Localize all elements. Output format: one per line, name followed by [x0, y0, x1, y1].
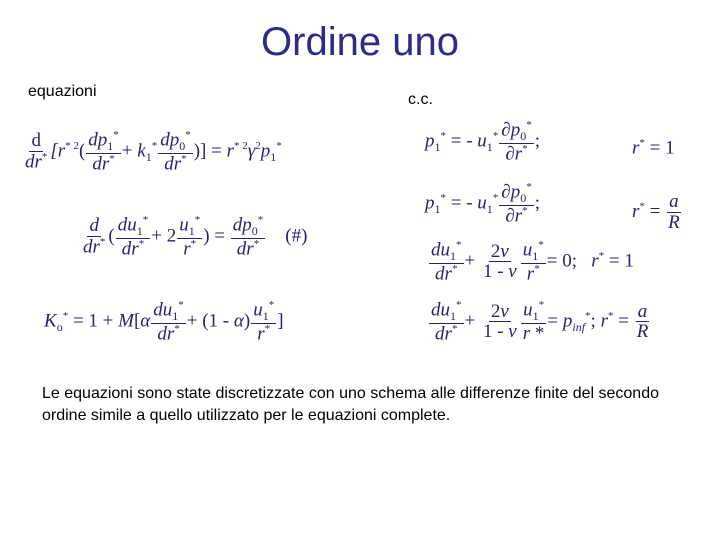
page-title: Ordine uno: [261, 20, 459, 64]
boundary-condition-1-domain: r* = 1: [632, 137, 675, 159]
boundary-condition-1: $p_1^*$ = - $u_1^*$ $\frac{\partial p_0^*}{\partial r^*}$ ;: [425, 119, 540, 165]
boundary-condition-2: $p_1^*$ = - $u_1^*$ $\frac{\partial p_0^*}{\partial r^*}$ ;: [425, 181, 540, 227]
equation-1: $\frac{d}{dr^*}$ [$r^{* 2}$( $\frac{dp_1^*}{dr^*}$ + $k_1^*$ $\frac{dp_0^*}{dr^*}$ )] = $r^{* 2}\gamma^2p_1^*$: [25, 129, 282, 175]
boundary-condition-3: $\frac{du_1^*}{dr^*}$ + $\frac{2\nu}{1 - \nu}$ $\frac{u_1^*}{r^*}$ = 0; r* = 1: [431, 239, 634, 285]
equation-2: $\frac{d}{dr^*}$ ( $\frac{du_1^*}{dr^*}$ + 2 $\frac{u_1^*}{r^*}$ ) = $\frac{dp_0^*}{dr^*}$ (#): [83, 214, 308, 260]
description-paragraph: Le equazioni sono state discretizzate con uno schema alle differenze finite del secondo ordine simile a quello utilizzato per le equazioni complete.: [42, 385, 659, 424]
boundary-conditions-label: c.c.: [408, 91, 433, 108]
equations-label: equazioni: [28, 83, 97, 100]
boundary-condition-2-domain: r* = $\frac{a}{R}$: [632, 191, 680, 233]
equation-marker: (#): [285, 225, 308, 247]
boundary-condition-4: $\frac{du_1^*}{dr^*}$ + $\frac{2\nu}{1 - \nu}$ $\frac{u_1^*}{r *}$ = $p_{inf}^*$; r* = $\frac{a}{R}$: [431, 299, 649, 345]
equation-3: $K_o^* = 1 + M[\alpha$ $\frac{du_1^*}{dr^*}$ + (1 - α) $\frac{u_1^*}{r^*}$ ]: [44, 299, 284, 345]
